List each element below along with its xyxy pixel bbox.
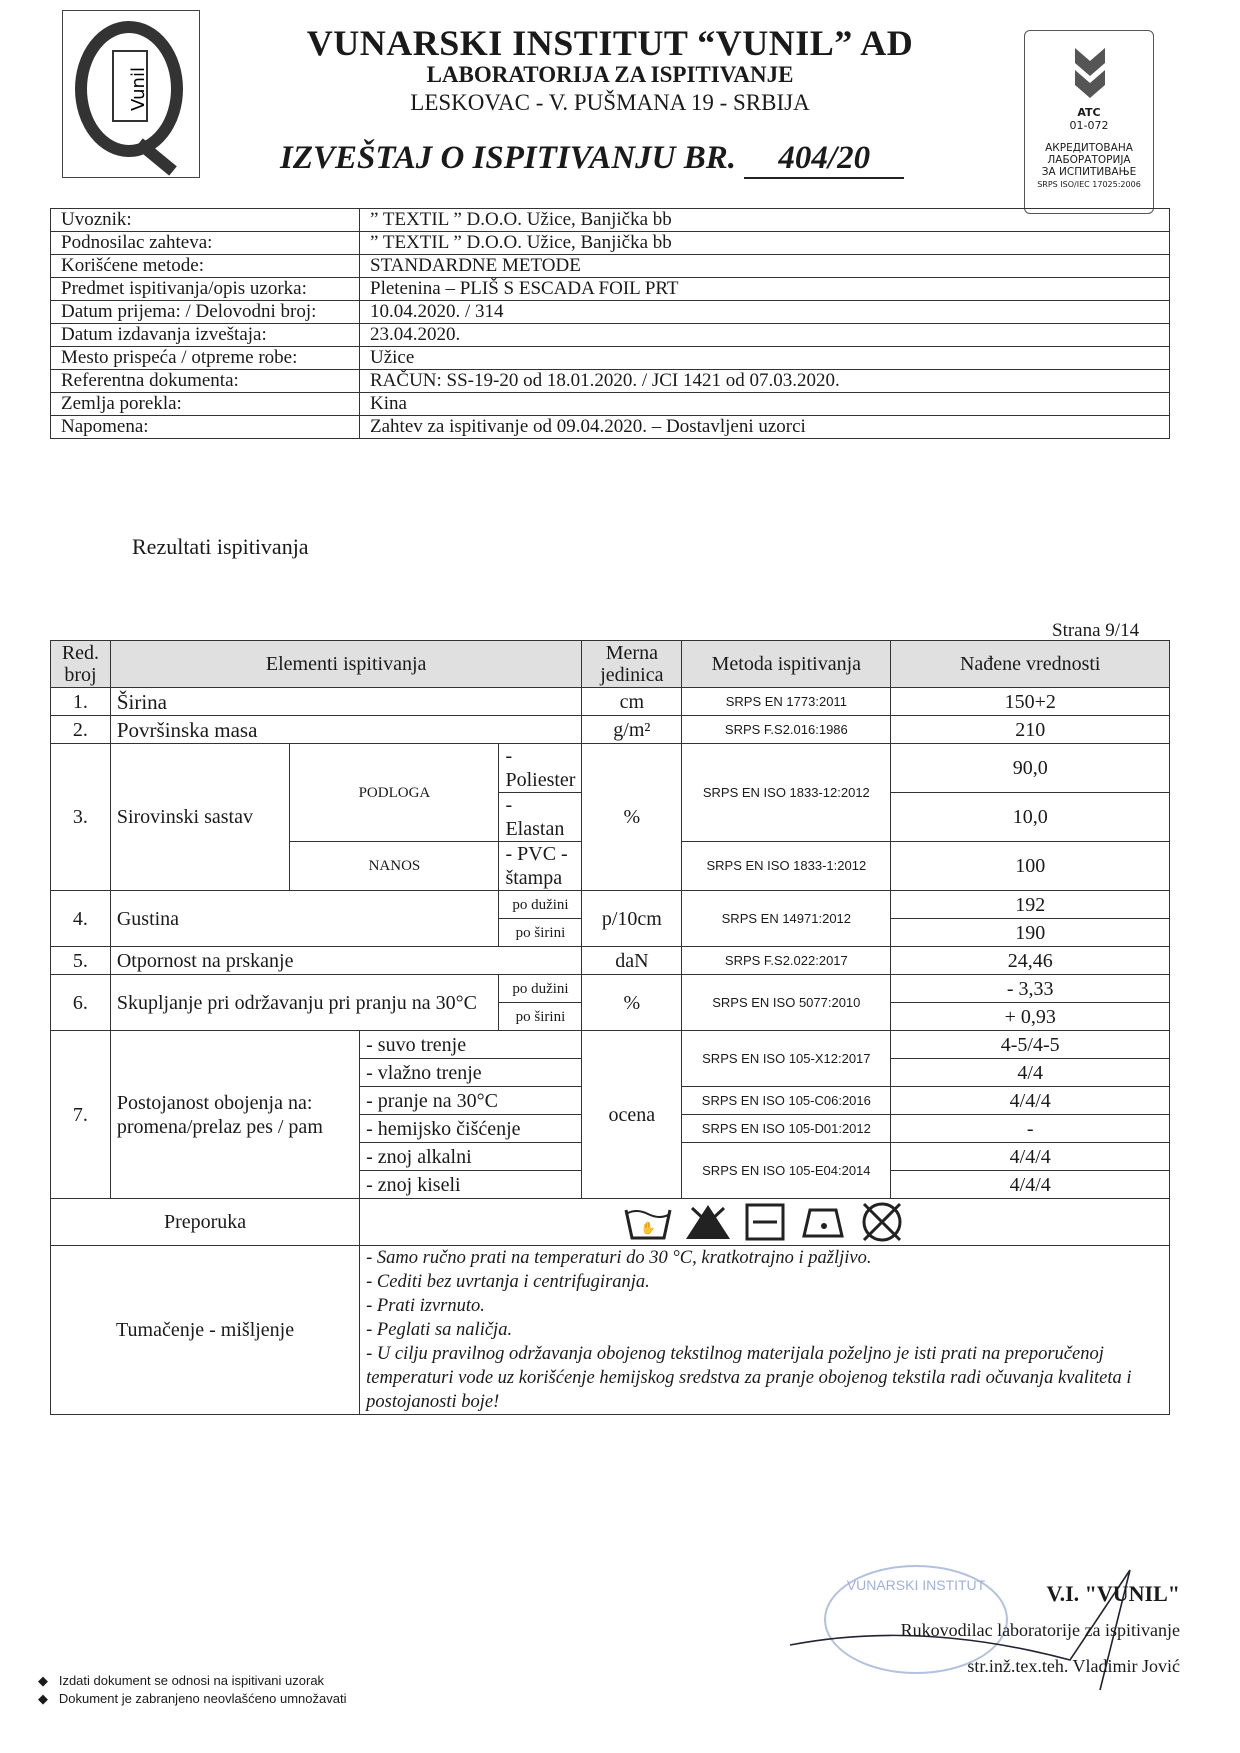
table-row: 3. Sirovinski sastav PODLOGA - Poliester % SRPS EN ISO 1833-12:2012 90,0: [51, 744, 1170, 793]
atc-number: 01-072: [1069, 119, 1109, 132]
care-symbols: [366, 1200, 1163, 1244]
vunil-logo: [62, 10, 200, 178]
table-row: 2. Površinska masa g/m² SRPS F.S2.016:1986 210: [51, 716, 1170, 744]
info-row: Referentna dokumenta: RAČUN: SS-19-20 od 18.01.2020. / JCI 1421 od 07.03.2020.: [51, 370, 1170, 393]
table-row: 1. Širina cm SRPS EN 1773:2011 150+2: [51, 688, 1170, 716]
table-row: 4. Gustina po dužini p/10cm SRPS EN 14971:2012 192: [51, 891, 1170, 919]
results-table: [50, 640, 1170, 1415]
info-row: Korišćene metode: STANDARDNE METODE: [51, 255, 1170, 278]
table-row: - hemijsko čišćenje SRPS EN ISO 105-D01:2012 -: [51, 1115, 1170, 1143]
table-row: 6. Skupljanje pri održavanju pri pranju na 30°C po dužini % SRPS EN ISO 5077:2010 - 3,33: [51, 975, 1170, 1003]
table-row: - znoj alkalni SRPS EN ISO 105-E04:2014 4/4/4: [51, 1143, 1170, 1171]
svg-text:✋: ✋: [640, 1221, 656, 1235]
info-row: Uvoznik: ” TEXTIL ” D.O.O. Užice, Banjička bb: [51, 209, 1170, 232]
info-row: Datum prijema: / Delovodni broj: 10.04.2020. / 314: [51, 301, 1170, 324]
signature-name: str.inž.tex.teh. Vladimir Jović: [967, 1656, 1180, 1676]
dry-flat-icon: [744, 1202, 786, 1242]
interpretation-row: Tumačenje - mišljenje - Samo ručno prati na temperaturi do 30 °C, kratkotrajno i pažljivo. - Cediti bez uvrtanja i centrifugiranja. - Prati izvrnuto. - Peglati sa naličja. - U cilju pravilnog održavanja obojenog tekstilnog materijala poželjno je isti prati na preporučenoj temperaturi vode uz korišćenje hemijskog sredstva za pranje obojenog tekstila radi očuvanja kvaliteta i postojanosti boje!: [51, 1246, 1170, 1415]
signature-role: Rukovodilac laboratorije za ispitivanje: [900, 1620, 1180, 1640]
footer-line: ◆ Izdati dokument se odnosi na ispitivani uzorak: [38, 1673, 325, 1688]
table-row: 5. Otpornost na prskanje daN SRPS F.S2.022:2017 24,46: [51, 947, 1170, 975]
table-row: - pranje na 30°C SRPS EN ISO 105-C06:2016 4/4/4: [51, 1087, 1170, 1115]
lab-stamp: VUNARSKI INSTITUT: [824, 1565, 1008, 1674]
info-row: Datum izdavanja izveštaja: 23.04.2020.: [51, 324, 1170, 347]
results-title: Rezultati ispitivanja: [132, 534, 309, 559]
logo-text: Vunil: [128, 67, 149, 111]
recommendation-row: Preporuka ✋: [51, 1199, 1170, 1246]
info-row: Predmet ispitivanja/opis uzorka: Pletenina – PLIŠ S ESCADA FOIL PRT: [51, 278, 1170, 301]
address: LESKOVAC - V. PUŠMANA 19 - SRBIJA: [410, 90, 810, 115]
no-dry-clean-icon: [858, 1200, 906, 1244]
info-table: [50, 208, 1170, 439]
iron-low-icon: [798, 1202, 846, 1242]
atc-code: ATC: [1077, 106, 1101, 119]
page-number: Strana 9/14: [1052, 620, 1140, 641]
signature-org: V.I. "VUNIL": [1046, 1581, 1180, 1606]
report-number: 404/20: [744, 140, 904, 179]
info-row: Podnosilac zahteva: ” TEXTIL ” D.O.O. Užice, Banjička bb: [51, 232, 1170, 255]
institute-name: VUNARSKI INSTITUT “VUNIL” AD: [306, 23, 914, 63]
info-row: Napomena: Zahtev za ispitivanje od 09.04.2020. – Dostavljeni uzorci: [51, 416, 1170, 439]
report-title: IZVEŠTAJ O ISPITIVANJU BR. 404/20: [280, 140, 904, 179]
info-row: Mesto prispeća / otpreme robe: Užice: [51, 347, 1170, 370]
info-row: Zemlja porekla: Kina: [51, 393, 1170, 416]
table-row: NANOS - PVC - štampa SRPS EN ISO 1833-1:2012 100: [51, 842, 1170, 891]
table-row: - Elastan 10,0: [51, 793, 1170, 842]
footer-notes: [38, 1672, 346, 1708]
lab-name: LABORATORIJA ZA ISPITIVANJE: [426, 62, 794, 87]
table-row: po širini 190: [51, 919, 1170, 947]
hand-wash-30-icon: [624, 1202, 672, 1242]
no-bleach-icon: [684, 1202, 732, 1242]
table-row: 7. Postojanost obojenja na: promena/prelaz pes / pam - suvo trenje ocena SRPS EN ISO 105-X12:2017 4-5/4-5: [51, 1031, 1170, 1059]
table-row: - znoj kiseli 4/4/4: [51, 1171, 1170, 1199]
table-header: Red. broj Elementi ispitivanja Merna jedinica Metoda ispitivanja Nađene vrednosti: [51, 641, 1170, 688]
footer-line: ◆ Dokument je zabranjeno neovlašćeno umnožavati: [38, 1691, 347, 1706]
atc-standard: SRPS ISO/IEC 17025:2006: [1037, 180, 1141, 189]
table-row: - vlažno trenje 4/4: [51, 1059, 1170, 1087]
table-row: po širini + 0,93: [51, 1003, 1170, 1031]
accreditation-badge: ATC 01-072 АКРЕДИТОВАНА ЛАБОРАТОРИЈА ЗА ИСПИТИВАЊЕ SRPS ISO/IEC 17025:2006: [1024, 30, 1154, 214]
signature-block: [880, 1576, 1180, 1684]
atc-logo-icon: [1065, 43, 1115, 103]
